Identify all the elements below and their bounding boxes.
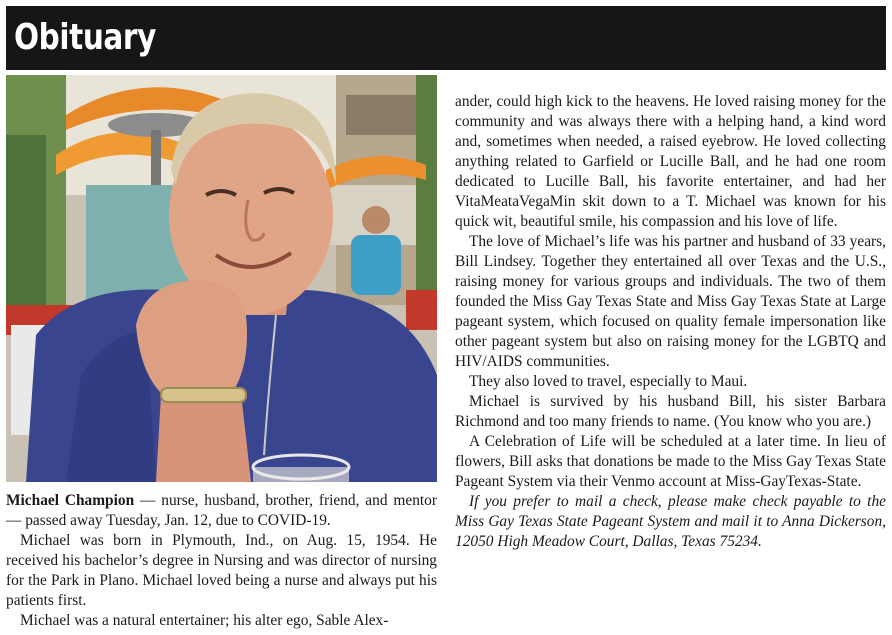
article-paragraph-entertainer-cont: ander, could high kick to the heavens. He loved raising money for the community and was always there with a helping hand, a kind word and, sometimes when needed, a raised eyebrow. He loved collecting anything related to Garfield or Lucille Ball, and he had one room dedicated to Lucille Ball, his favorite entertainer, and had her VitaMeataVegaMin skit down to a T. Michael was known for his quick wit, beautiful smile, his compassion and his love of life. — [455, 93, 886, 230]
article-paragraph-survivors: Michael is survived by his husband Bill, his sister Barbara Richmond and too many friends to name. (You know who you are.) — [455, 393, 886, 430]
header-banner — [6, 6, 886, 70]
article-column-right — [455, 92, 886, 552]
article-paragraph-entertainer-start: Michael was a natural entertainer; his alter ego, Sable Alex- — [20, 612, 389, 629]
article-column-left — [6, 491, 437, 631]
intro-text: — nurse, husband, brother, friend, and mentor — passed away Tuesday, Jan. 12, due to COVID-19. — [6, 492, 437, 529]
page-title: Obituary — [14, 17, 156, 58]
article-paragraph-partner: The love of Michael’s life was his partner and husband of 33 years, Bill Lindsey. Together they entertained all over Texas and the U.S., raising money for various groups and individuals. The two of them founded the Miss Gay Texas State and Miss Gay Texas State at Large pageant system, which focused on quality female impersonation like other pageant system but also on raising money for the LGBTQ and HIV/AIDS communities. — [455, 233, 886, 370]
article-intro — [6, 491, 437, 531]
deceased-name: Michael Champion — [6, 492, 135, 509]
article-paragraph-celebration: A Celebration of Life will be scheduled at a later time. In lieu of flowers, Bill asks that donations be made to the Miss Gay Texas State Pageant System via their Venmo account at Miss-GayTexas-State. — [455, 433, 886, 490]
article-paragraph-mail-check: If you prefer to mail a check, please make check payable to the Miss Gay Texas State Pageant System and mail it to Anna Dickerson, 12050 High Meadow Court, Dallas, Texas 75234. — [455, 493, 886, 550]
portrait-illustration — [6, 75, 437, 482]
article-paragraph-birth: Michael was born in Plymouth, Ind., on Aug. 15, 1954. He received his bachelor’s degree in Nursing and was director of nursing for the Park in Plano. Michael loved being a nurse and always put his patients first. — [6, 532, 437, 609]
article-paragraph-travel: They also loved to travel, especially to Maui. — [469, 373, 748, 390]
portrait-photo — [6, 75, 437, 482]
